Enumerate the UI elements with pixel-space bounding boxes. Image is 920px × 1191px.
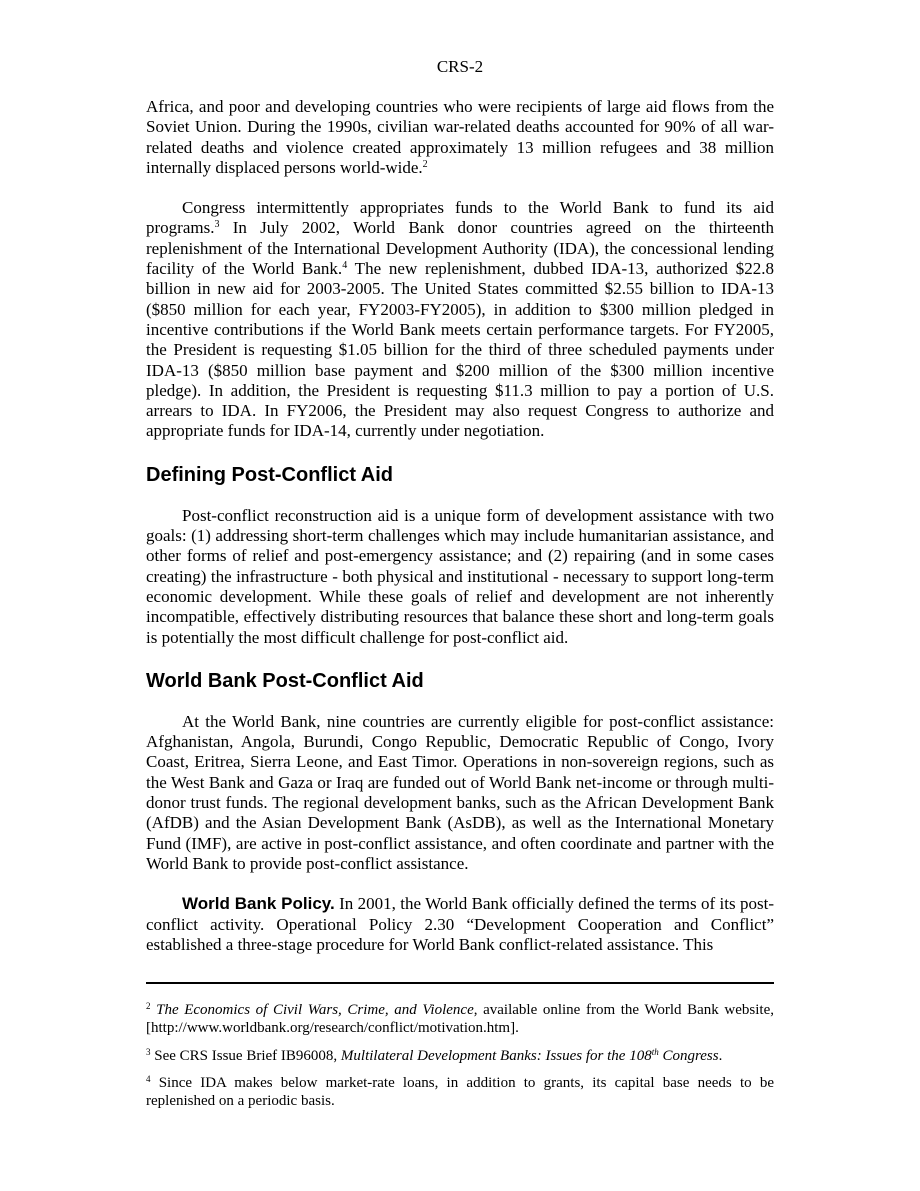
footnote-2-title: The Economics of Civil Wars, Crime, and Violence bbox=[156, 1002, 474, 1018]
footnote-ref-2[interactable]: 2 bbox=[422, 158, 428, 170]
footnote-divider bbox=[146, 982, 774, 984]
footnote-2-number: 2 bbox=[146, 1001, 151, 1011]
ida-text-3: The new replenishment, dubbed IDA-13, authorized $22.8 billion in new aid for 2003-2005. The United States committed $2.55 billion to IDA-13 ($850 million for each year, FY2003-FY2005), in addition to $300 million pledged in incentive contributions if the World Bank meets certain performance targets. For FY2005, the President is requesting $1.05 billion for the third of three scheduled payments under IDA-13 ($850 million base payment and $200 million of the $300 million incentive pledge). In addition, the President is requesting $11.3 million to pay a portion of U.S. arrears to IDA. In FY2006, the President may also request Congress to authorize and appropriate funds for IDA-14, currently under negotiation. bbox=[146, 259, 774, 441]
page-body bbox=[146, 0, 774, 955]
policy-run-in-heading: World Bank Policy. bbox=[182, 894, 335, 914]
paragraph-intro-text: Africa, and poor and developing countries who were recipients of large aid flows from the Soviet Union. During the 1990s, civilian war-related deaths accounted for 90% of all war-related deaths and violence created approximately 13 million refugees and 38 million internally displaced persons world-wide. bbox=[146, 97, 774, 177]
footnote-3-lead: See CRS Issue Brief IB96008, bbox=[150, 1047, 341, 1064]
footnote-3-ordinal: th bbox=[651, 1046, 659, 1057]
paragraph-defining: Post-conflict reconstruction aid is a unique form of development assistance with two goals: (1) addressing short-term challenges which may include humanitarian assistance, and other forms of relief and post-emergency assistance; and (2) repairing (and in some cases creating) the infrastructure - both physical and institutional - necessary to support long-term economic development. While these goals of relief and development are not inherently incompatible, effectively distributing resources that balance these short and long-term goals is potentially the most difficult challenge for post-conflict aid. bbox=[146, 505, 774, 647]
paragraph-policy bbox=[146, 894, 774, 955]
footnote-ref-3[interactable]: 3 bbox=[214, 219, 220, 231]
footnote-4-text: Since IDA makes below market-rate loans, in addition to grants, its capital base needs to be replenished on a periodic basis. bbox=[146, 1074, 774, 1110]
footnote-2-text: , available online from the World Bank website, [http://www.worldbank.org/research/conflict/motivation.htm]. bbox=[146, 1002, 774, 1037]
paragraph-ida bbox=[146, 198, 774, 442]
ida-text-1: Congress intermittently appropriates funds to the World Bank to fund its aid programs. bbox=[146, 198, 774, 238]
footnote-3 bbox=[146, 1047, 774, 1065]
footnote-4 bbox=[146, 1074, 774, 1111]
section-heading-world-bank: World Bank Post-Conflict Aid bbox=[146, 669, 424, 692]
footnotes bbox=[146, 1001, 774, 1119]
footnote-3-title bbox=[341, 1048, 719, 1064]
footnote-3-title-b: Congress bbox=[658, 1047, 719, 1064]
page-number: CRS-2 bbox=[436, 57, 484, 76]
ida-text-2: In July 2002, World Bank donor countries agreed on the thirteenth replenishment of the International Development Authority (IDA), the concessional lending facility of the World Bank. bbox=[146, 218, 774, 279]
footnote-3-title-a: Multilateral Development Banks: Issues for the 108 bbox=[340, 1047, 652, 1064]
footnote-2 bbox=[146, 1001, 774, 1038]
paragraph-world-bank: At the World Bank, nine countries are currently eligible for post-conflict assistance: Afghanistan, Angola, Burundi, Congo Republic, Democratic Republic of Congo, Ivory Coast, Eritrea, Sierra Leone, and East Timor. Operations in non-sovereign regions, such as the West Bank and Gaza or Iraq are funded out of World Bank net-income or through multi-donor trust funds. The regional development banks, such as the African Development Bank (AfDB) and the Asian Development Bank (AsDB), as well as the International Monetary Fund (IMF), are active in post-conflict assistance, and often coordinate and partner with the World Bank to provide post-conflict assistance. bbox=[146, 711, 774, 873]
policy-text: In 2001, the World Bank officially defined the terms of its post-conflict activity. Operational Policy 2.30 “Development Cooperation and Conflict” established a three-stage procedure for World Bank conflict-related assistance. This bbox=[146, 894, 775, 954]
section-heading-defining: Defining Post-Conflict Aid bbox=[146, 463, 394, 486]
footnote-3-number: 3 bbox=[146, 1046, 151, 1057]
footnote-3-end: . bbox=[718, 1047, 723, 1064]
footnote-4-number: 4 bbox=[146, 1073, 151, 1084]
paragraph-intro bbox=[146, 97, 774, 178]
footnote-ref-4[interactable]: 4 bbox=[342, 260, 348, 272]
